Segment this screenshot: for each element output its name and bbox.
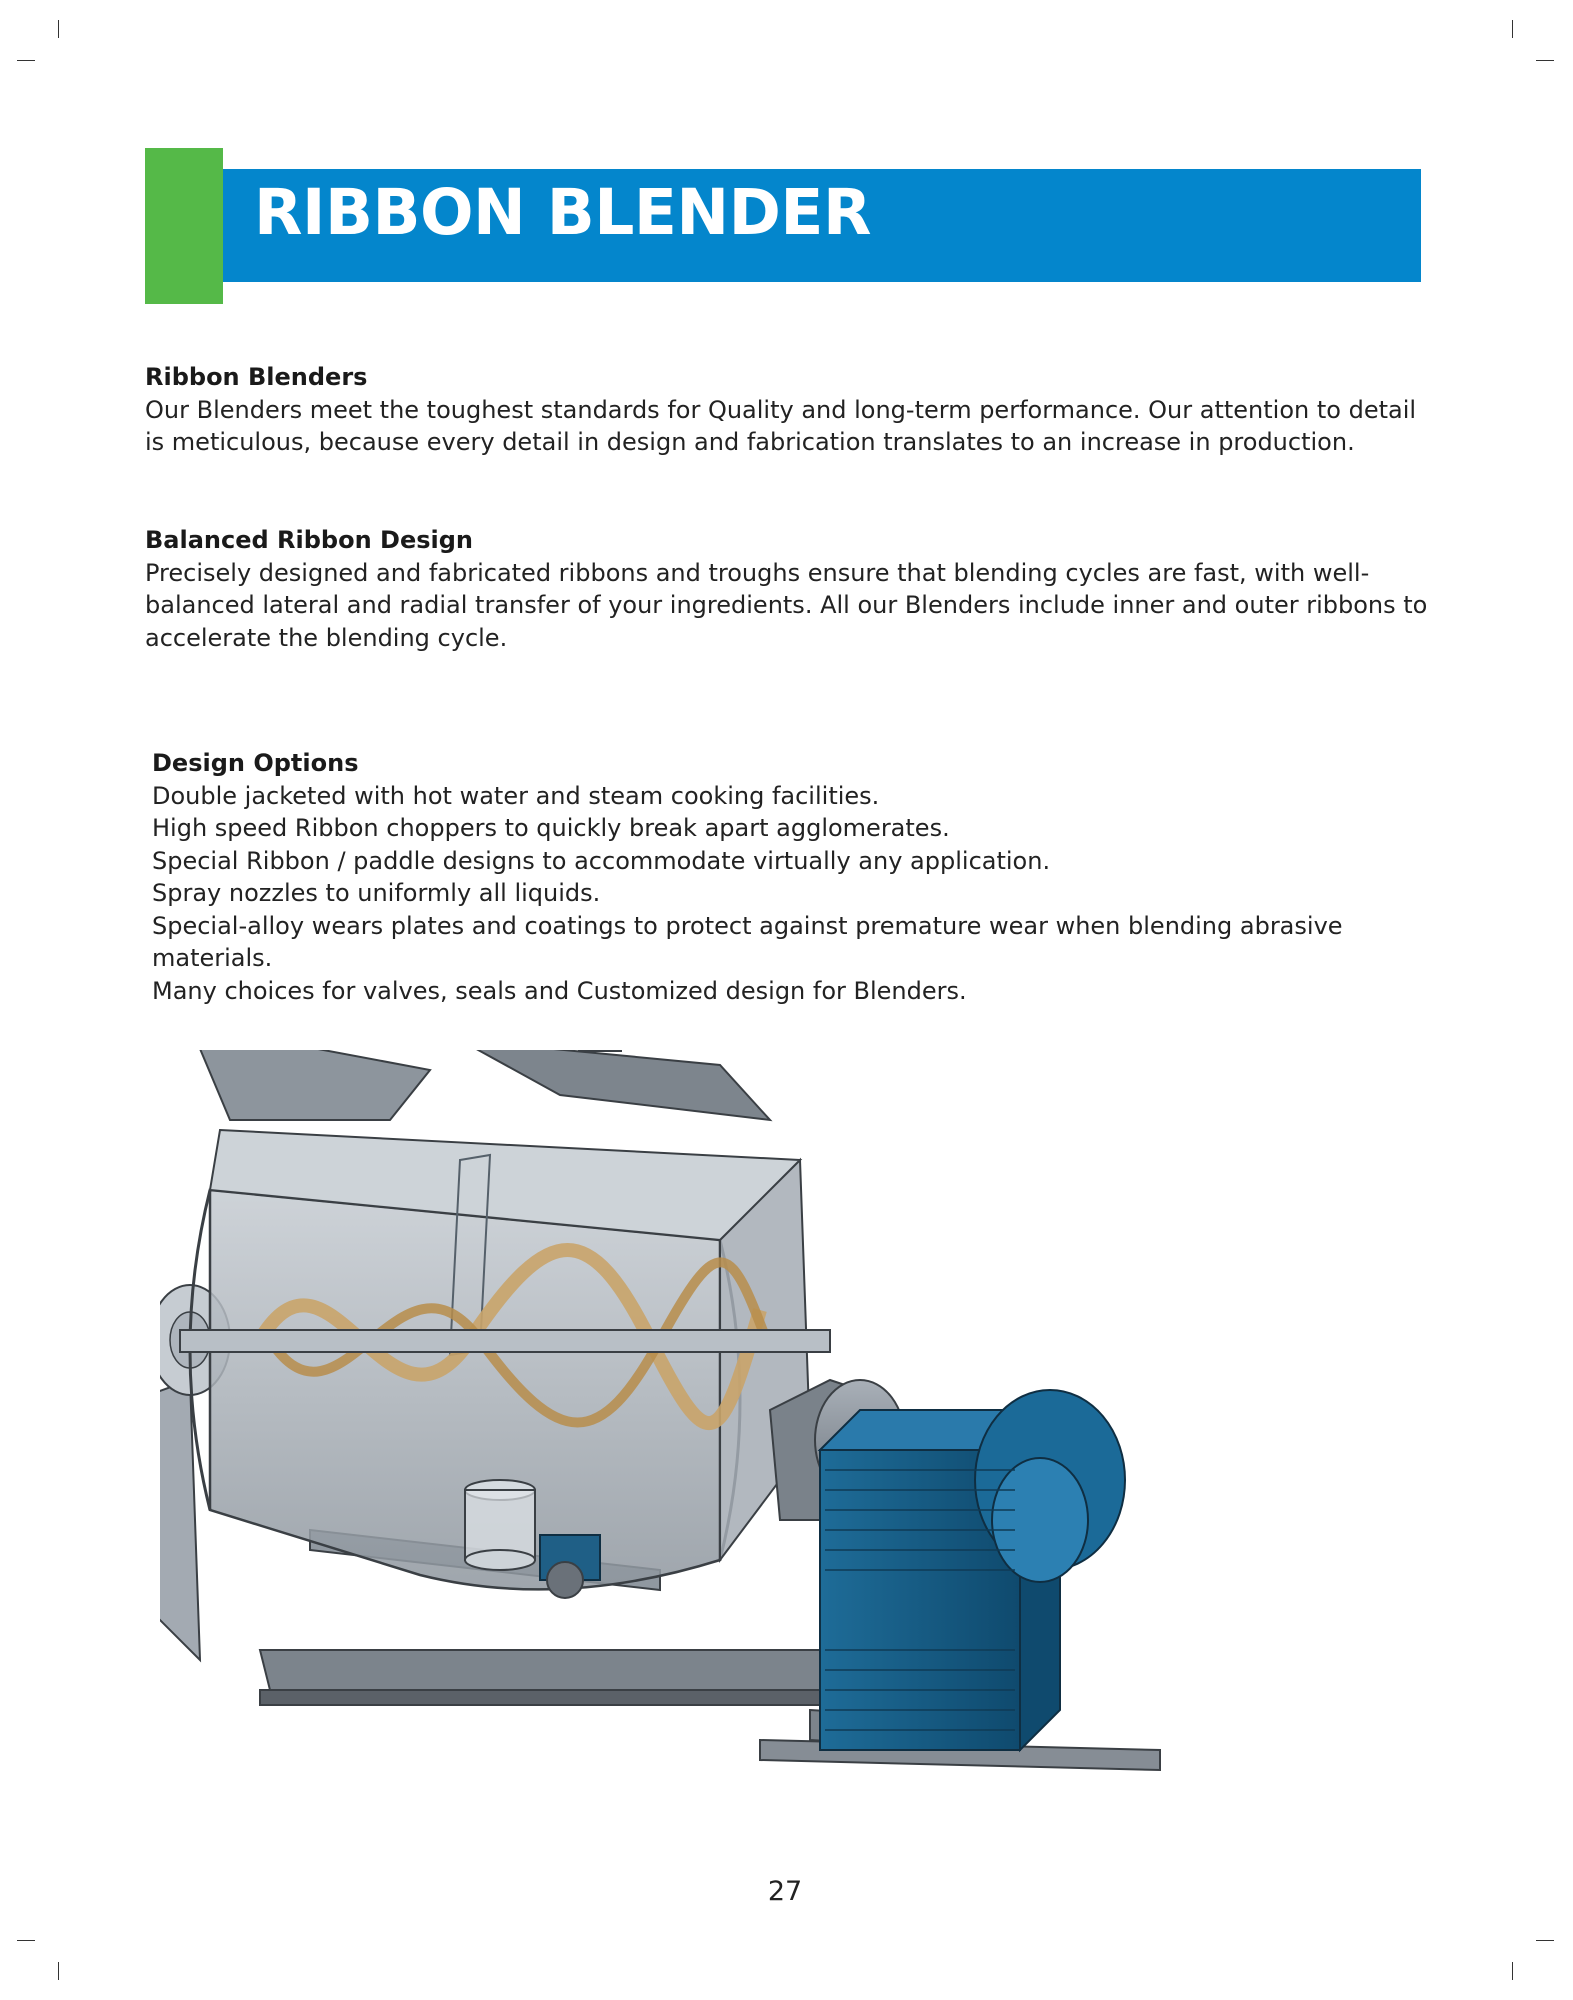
blue-motor <box>820 1390 1125 1750</box>
crop-mark-top-right-h <box>1536 60 1554 61</box>
crop-mark-top-left-v <box>58 20 59 38</box>
crop-mark-top-left-h <box>17 60 35 61</box>
crop-mark-bottom-left-h <box>17 1940 35 1941</box>
crop-mark-bottom-left-v <box>58 1962 59 1980</box>
ribbon-blender-illustration <box>160 1050 1410 1850</box>
section-heading: Design Options <box>152 749 359 777</box>
page-title: RIBBON BLENDER <box>254 176 871 249</box>
list-item: High speed Ribbon choppers to quickly break apart agglomerates. <box>152 814 950 842</box>
section-heading: Ribbon Blenders <box>145 363 368 391</box>
section-ribbon-blenders <box>145 361 1435 459</box>
top-covers <box>190 1050 770 1120</box>
list-item: Many choices for valves, seals and Customized design for Blenders. <box>152 976 967 1005</box>
list-item: Spray nozzles to uniformly all liquids. <box>152 879 601 907</box>
section-heading: Balanced Ribbon Design <box>145 526 474 554</box>
list-item: Special Ribbon / paddle designs to accommodate virtually any application. <box>152 846 1051 875</box>
list-item: Double jacketed with hot water and steam cooking facilities. <box>152 781 880 810</box>
title-accent-block <box>145 148 223 304</box>
crop-mark-bottom-right-h <box>1536 1940 1554 1941</box>
page-number: 27 <box>767 1876 803 1907</box>
section-balanced-ribbon-design <box>145 524 1435 654</box>
section-body: Precisely designed and fabricated ribbons and troughs ensure that blending cycles are fast, with well-balanced lateral and radial transfer of your ingredients. All our Blenders include inner and outer ribbons to accelerate the blending cycle. <box>145 558 1428 652</box>
section-design-options <box>152 747 1442 1007</box>
crop-mark-bottom-right-v <box>1512 1962 1513 1980</box>
list-item: Special-alloy wears plates and coatings to protect against premature wear when blending abrasive materials. <box>152 911 1343 972</box>
crop-mark-top-right-v <box>1512 20 1513 38</box>
section-body: Our Blenders meet the toughest standards for Quality and long-term performance. Our attention to detail is meticulous, because every detail in design and fabrication translates to an increase in production. <box>145 395 1417 456</box>
